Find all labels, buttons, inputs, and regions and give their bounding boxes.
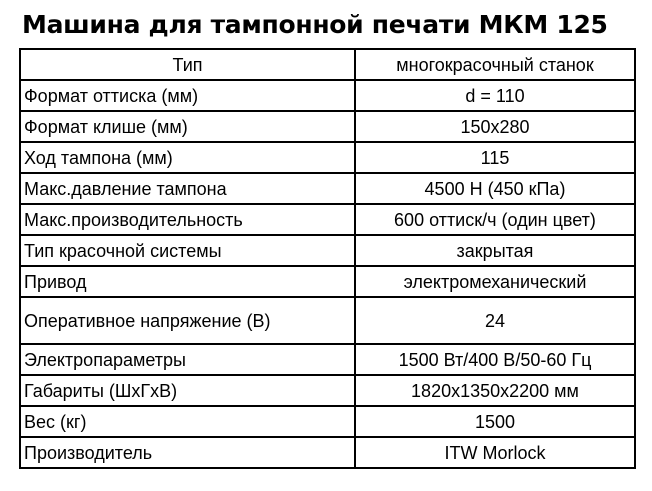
value-cell: d = 110: [355, 80, 635, 111]
table-row: [20, 437, 635, 468]
value-cell: 115: [355, 142, 635, 173]
value-cell: 1820x1350x2200 мм: [355, 375, 635, 406]
param-cell: Формат клише (мм): [20, 111, 355, 142]
value-cell: 150x280: [355, 111, 635, 142]
value-cell: ITW Morlock: [355, 437, 635, 468]
value-cell: электромеханический: [355, 266, 635, 297]
table-row: [20, 204, 635, 235]
table-row: [20, 297, 635, 344]
param-cell: Габариты (ШxГxВ): [20, 375, 355, 406]
table-row: [20, 266, 635, 297]
page-title: Машина для тампонной печати МКМ 125: [22, 10, 608, 39]
value-cell: 600 оттиск/ч (один цвет): [355, 204, 635, 235]
value-cell: 4500 Н (450 кПа): [355, 173, 635, 204]
value-cell: 24: [355, 297, 635, 344]
param-cell: Привод: [20, 266, 355, 297]
table-row: [20, 80, 635, 111]
param-cell: Формат оттиска (мм): [20, 80, 355, 111]
param-cell: Тип красочной системы: [20, 235, 355, 266]
spec-table: [19, 48, 636, 469]
table-row: [20, 173, 635, 204]
table-row: [20, 142, 635, 173]
value-cell: закрытая: [355, 235, 635, 266]
param-cell: Производитель: [20, 437, 355, 468]
header-type-label: Тип: [20, 49, 355, 80]
value-cell: 1500 Вт/400 В/50-60 Гц: [355, 344, 635, 375]
param-cell: Макс.производительность: [20, 204, 355, 235]
param-cell: Вес (кг): [20, 406, 355, 437]
table-row: [20, 375, 635, 406]
param-cell: Электропараметры: [20, 344, 355, 375]
param-cell: Макс.давление тампона: [20, 173, 355, 204]
table-row: [20, 111, 635, 142]
header-type-value: многокрасочный станок: [355, 49, 635, 80]
table-row: [20, 406, 635, 437]
value-cell: 1500: [355, 406, 635, 437]
param-cell: Оперативное напряжение (В): [20, 297, 355, 344]
table-row: [20, 235, 635, 266]
param-cell: Ход тампона (мм): [20, 142, 355, 173]
table-row: [20, 344, 635, 375]
table-header-row: [20, 49, 635, 80]
